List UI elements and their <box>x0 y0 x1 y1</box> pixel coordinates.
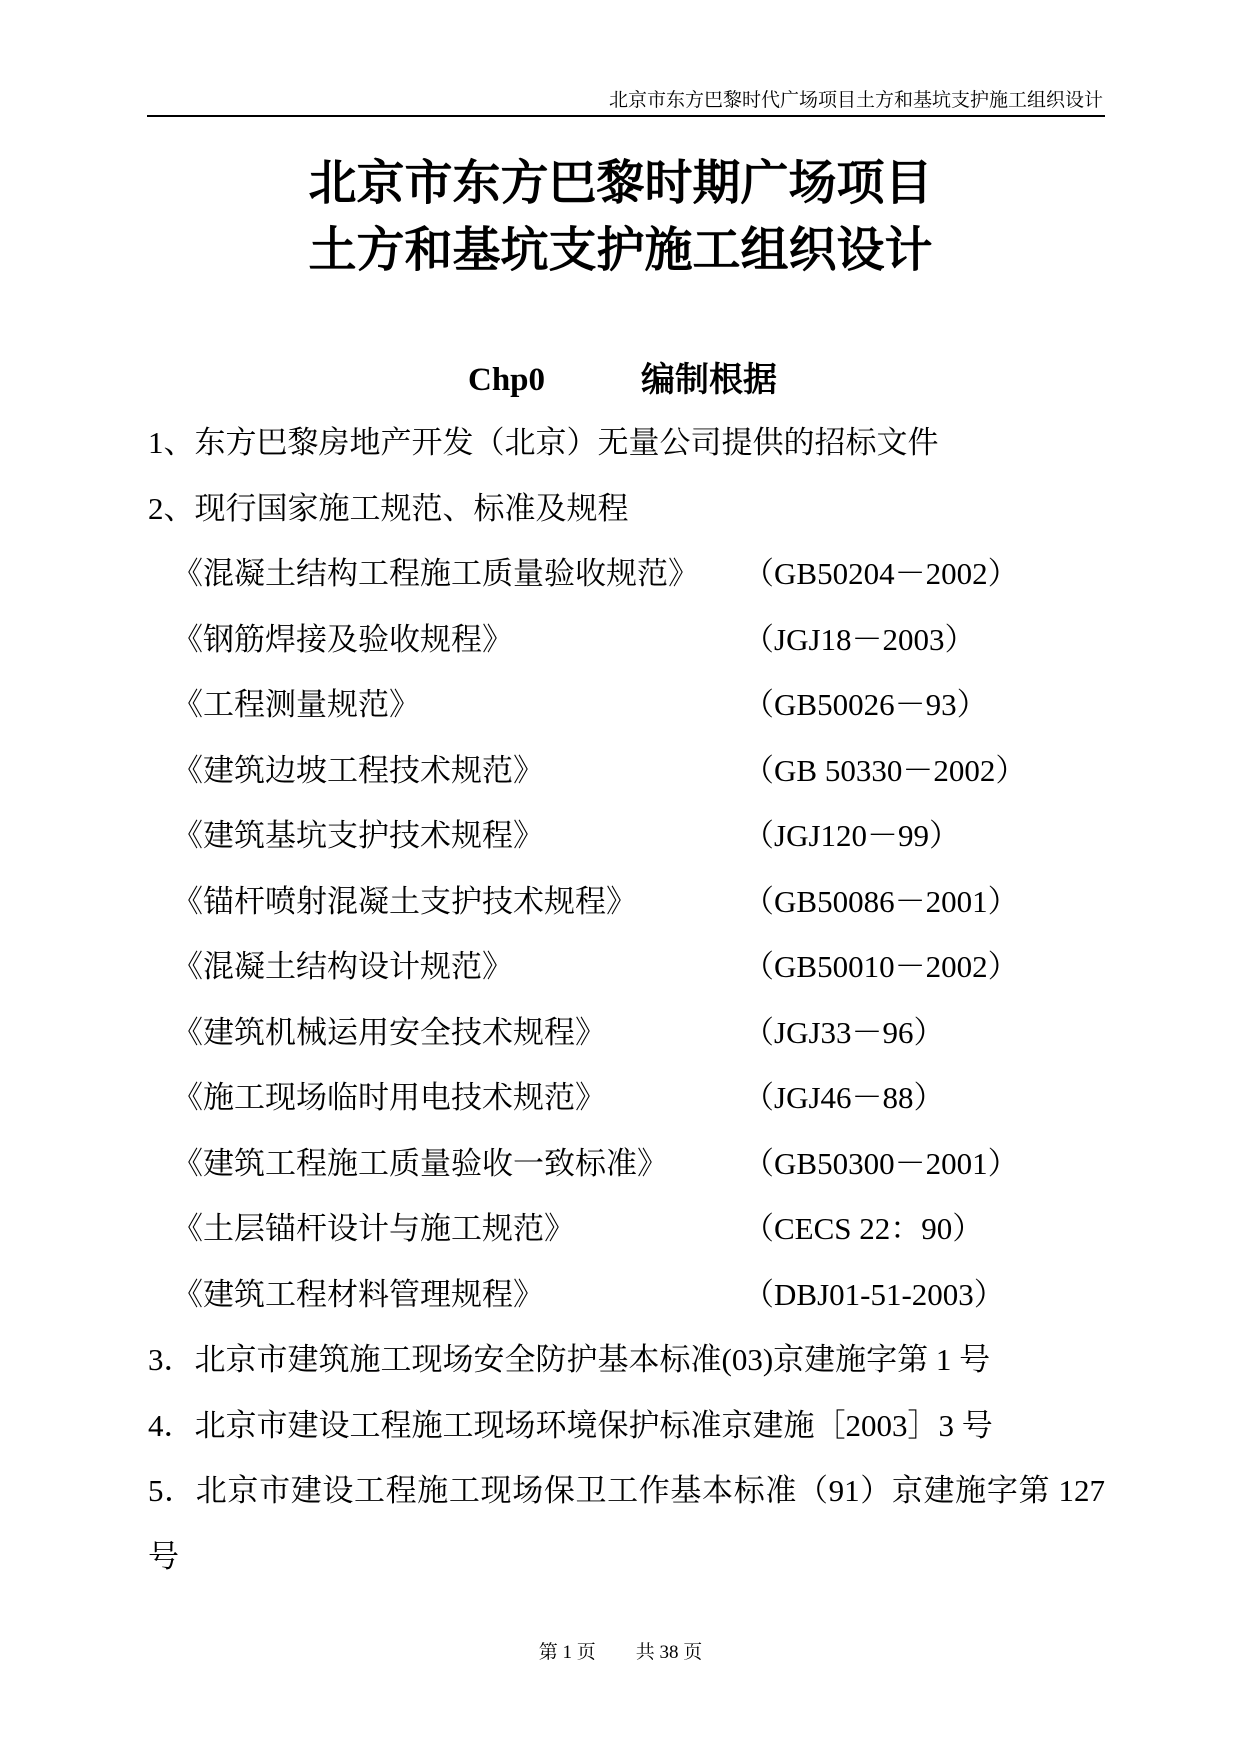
standard-name: 《建筑基坑支护技术规程》 <box>172 818 544 853</box>
standard-name: 《锚杆喷射混凝土支护技术规程》 <box>172 883 637 919</box>
page-number: 第 1 页 <box>538 1642 596 1663</box>
standard-code: （GB50010－2002） <box>743 949 1019 984</box>
standard-code: （CECS 22：90） <box>743 1211 984 1246</box>
standard-name: 《建筑边坡工程技术规范》 <box>172 752 544 788</box>
basis-item-5: 5．北京市建设工程施工现场保卫工作基本标准（91）京建施字第 127 号 <box>148 1473 1105 1574</box>
chapter-heading <box>0 355 1241 405</box>
standard-name: 《钢筋焊接及验收规程》 <box>172 621 513 657</box>
standard-name: 《土层锚杆设计与施工规范》 <box>172 1211 575 1246</box>
standard-code: （JGJ18－2003） <box>743 621 976 657</box>
standard-row <box>148 1065 1105 1131</box>
header-rule <box>147 115 1105 117</box>
standard-row <box>148 672 1105 738</box>
standard-code: （GB50300－2001） <box>743 1145 1019 1181</box>
standard-code: （GB50086－2001） <box>743 883 1019 919</box>
standard-row <box>148 1262 1105 1328</box>
page-footer <box>0 1640 1241 1666</box>
standard-code: （JGJ33－96） <box>743 1014 945 1050</box>
standard-code: （GB50204－2002） <box>743 556 1019 591</box>
standard-code: （GB50026－93） <box>743 687 988 722</box>
basis-item-3: 3．北京市建筑施工现场安全防护基本标准(03)京建施字第 1 号 <box>148 1342 991 1377</box>
chapter-name: 编制根据 <box>641 360 777 400</box>
page-count: 共 38 页 <box>635 1642 703 1663</box>
standard-name: 《施工现场临时用电技术规范》 <box>172 1080 606 1115</box>
standard-row <box>148 869 1105 935</box>
running-header: 北京市东方巴黎时代广场项目土方和基坑支护施工组织设计 <box>608 90 1103 111</box>
standard-row <box>148 738 1105 804</box>
standard-code: （JGJ46－88） <box>743 1080 945 1115</box>
standard-row <box>148 541 1105 607</box>
basis-item-1: 1、东方巴黎房地产开发（北京）无量公司提供的招标文件 <box>148 425 939 460</box>
document-title <box>0 150 1241 284</box>
standard-row <box>148 1000 1105 1066</box>
standard-name: 《混凝土结构设计规范》 <box>172 949 513 984</box>
standard-row <box>148 1131 1105 1197</box>
basis-list <box>148 410 1105 1589</box>
document-title-line-2: 土方和基坑支护施工组织设计 <box>308 222 933 278</box>
standard-code: （GB 50330－2002） <box>743 752 1027 788</box>
standards-list <box>148 541 1105 1327</box>
standard-code: （DBJ01-51-2003） <box>743 1276 1005 1312</box>
standard-row <box>148 607 1105 673</box>
standard-name: 《建筑工程材料管理规程》 <box>172 1276 544 1312</box>
standard-code: （JGJ120－99） <box>743 818 961 853</box>
basis-item-4: 4．北京市建设工程施工现场环境保护标准京建施［2003］3 号 <box>148 1407 993 1443</box>
document-title-line-1: 北京市东方巴黎时期广场项目 <box>308 155 933 211</box>
chapter-number: Chp0 <box>468 362 546 398</box>
standard-name: 《混凝土结构工程施工质量验收规范》 <box>172 556 699 591</box>
basis-item-2: 2、现行国家施工规范、标准及规程 <box>148 490 629 526</box>
standard-row <box>148 1196 1105 1262</box>
standard-row <box>148 803 1105 869</box>
standard-name: 《建筑工程施工质量验收一致标准》 <box>172 1145 668 1181</box>
standard-name: 《建筑机械运用安全技术规程》 <box>172 1014 606 1050</box>
standard-name: 《工程测量规范》 <box>172 687 420 722</box>
standard-row <box>148 934 1105 1000</box>
